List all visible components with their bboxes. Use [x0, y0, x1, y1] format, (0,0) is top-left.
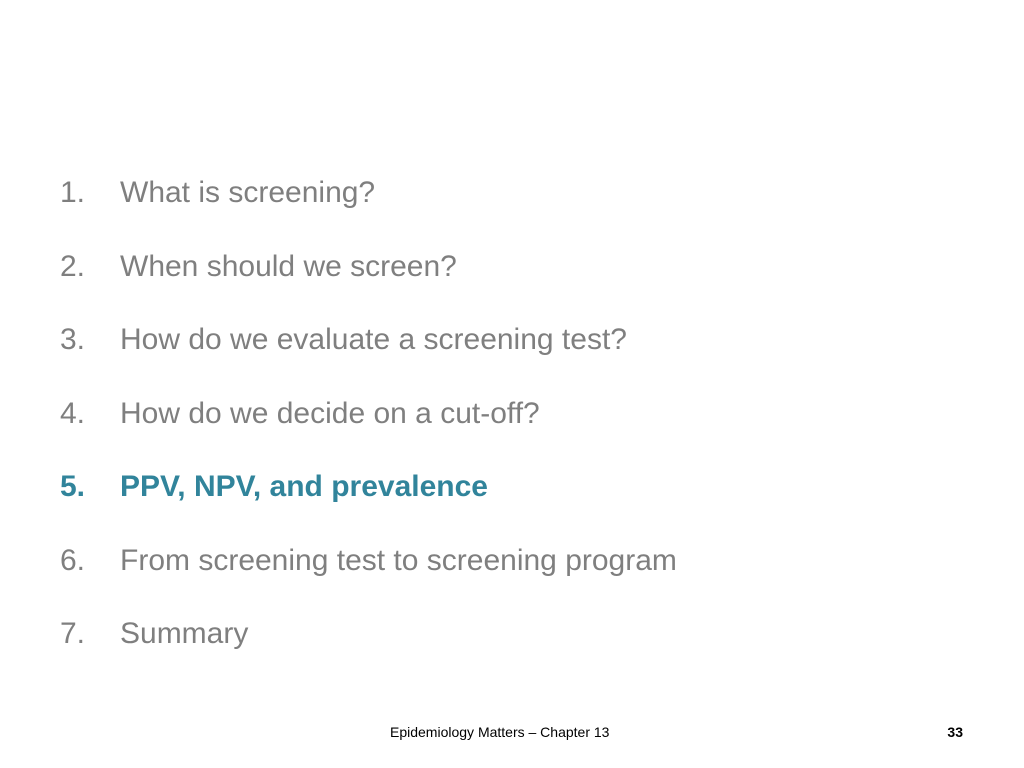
- agenda-item-number: 1.: [60, 176, 86, 209]
- agenda-list: [60, 176, 677, 691]
- page-number: 33: [947, 724, 963, 740]
- agenda-item-1: [60, 176, 677, 250]
- agenda-item-7: [60, 617, 677, 691]
- agenda-item-label: PPV, NPV, and prevalence: [120, 470, 488, 503]
- agenda-item-label: When should we screen?: [120, 249, 457, 283]
- agenda-item-4: [60, 397, 677, 471]
- agenda-item-label: What is screening?: [120, 176, 376, 209]
- agenda-item-number: 4.: [60, 396, 86, 430]
- agenda-item-3: [60, 323, 677, 397]
- agenda-item-number: 7.: [60, 617, 86, 650]
- agenda-item-label: From screening test to screening program: [120, 543, 677, 577]
- agenda-item-2: [60, 250, 677, 324]
- footer-title: Epidemiology Matters – Chapter 13: [390, 724, 610, 740]
- agenda-item-5: [60, 470, 677, 544]
- agenda-item-label: How do we decide on a cut-off?: [120, 396, 540, 430]
- agenda-item-number: 5.: [60, 470, 86, 503]
- agenda-item-label: How do we evaluate a screening test?: [120, 323, 627, 356]
- agenda-item-number: 3.: [60, 323, 86, 356]
- agenda-item-number: 2.: [60, 249, 86, 283]
- agenda-item-label: Summary: [120, 617, 249, 650]
- agenda-item-number: 6.: [60, 543, 86, 577]
- agenda-item-6: [60, 544, 677, 618]
